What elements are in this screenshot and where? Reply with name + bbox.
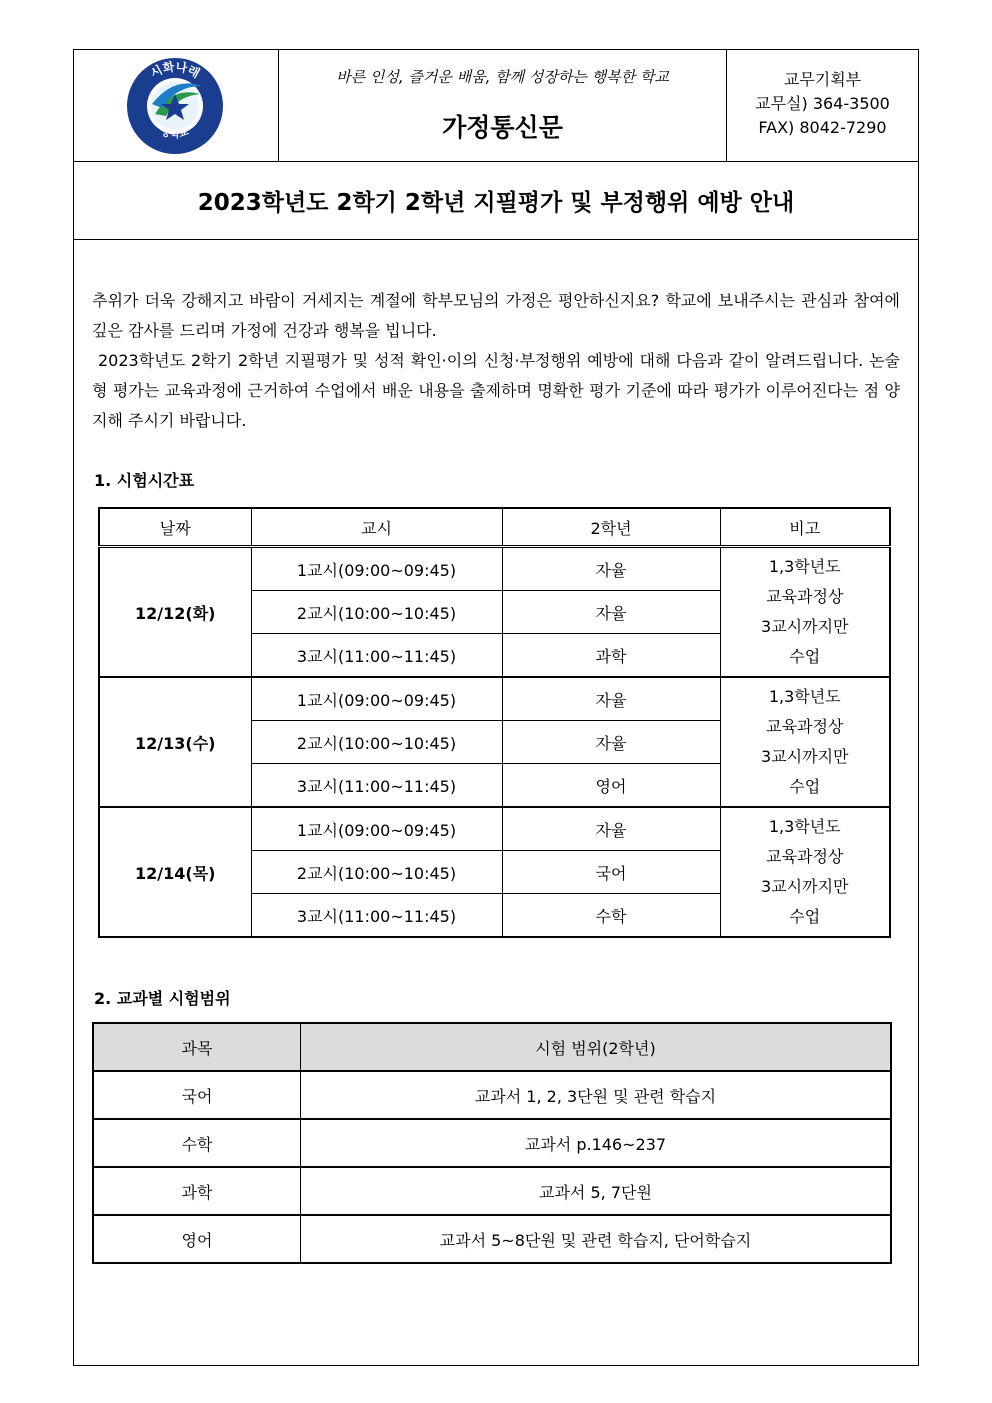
- subject-cell: 자율: [502, 591, 720, 634]
- period-cell: 1교시(09:00~09:45): [251, 547, 502, 591]
- subject-cell: 자율: [502, 547, 720, 591]
- exam-date: 12/13(수): [99, 677, 251, 807]
- logo-cell: [74, 50, 279, 161]
- note-line: 교육과정상: [766, 847, 844, 866]
- note-line: 3교시까지만: [761, 747, 849, 766]
- title-cell: [279, 50, 727, 161]
- period-cell: 2교시(10:00~10:45): [251, 721, 502, 764]
- table-row: [93, 1215, 891, 1263]
- department: 교무기획부: [783, 70, 862, 89]
- table-row: [93, 1071, 891, 1119]
- intro-paragraph-1: 추위가 더욱 강해지고 바람이 거세지는 계절에 학부모님의 가정은 평안하신지요? 학교에 보내주시는 관심과 참여에 깊은 감사를 드리며 가정에 건강과 행복을 빕니다.: [92, 291, 900, 340]
- subject-cell: 영어: [93, 1215, 300, 1263]
- note-line: 교육과정상: [766, 587, 844, 606]
- subject-cell: 국어: [93, 1071, 300, 1119]
- exam-timetable: [98, 507, 891, 938]
- document-frame: [73, 49, 919, 1366]
- school-logo: [122, 56, 228, 156]
- logo-text-bottom: 중학교: [159, 126, 191, 141]
- intro-text: [92, 286, 900, 436]
- section-1-title: 1. 시험시간표: [94, 471, 195, 490]
- school-motto: 바른 인성, 즐거운 배움, 함께 성장하는 행복한 학교: [336, 68, 669, 86]
- document-title: 2023학년도 2학기 2학년 지필평가 및 부정행위 예방 안내: [197, 190, 795, 216]
- period-cell: 3교시(11:00~11:45): [251, 894, 502, 938]
- note-line: 수업: [789, 907, 821, 926]
- exam-date: 12/14(목): [99, 807, 251, 937]
- subject-cell: 영어: [502, 764, 720, 808]
- table-row: [99, 807, 890, 851]
- note-line: 수업: [789, 647, 821, 666]
- logo-text-top: 시화나래: [147, 59, 203, 81]
- header-date: 날짜: [99, 508, 251, 547]
- table-row: [99, 677, 890, 721]
- period-cell: 2교시(10:00~10:45): [251, 851, 502, 894]
- range-cell: 교과서 5, 7단원: [300, 1167, 891, 1215]
- subject-cell: 국어: [502, 851, 720, 894]
- note-line: 3교시까지만: [761, 617, 849, 636]
- period-cell: 3교시(11:00~11:45): [251, 764, 502, 808]
- note-line: 수업: [789, 777, 821, 796]
- exam-date: 12/12(화): [99, 547, 251, 678]
- document-title-row: [74, 162, 918, 240]
- header-grade2: 2학년: [502, 508, 720, 547]
- section-2-title: 2. 교과별 시험범위: [94, 989, 231, 1008]
- header-subject: 과목: [93, 1023, 300, 1071]
- subject-cell: 수학: [502, 894, 720, 938]
- header: [74, 50, 918, 162]
- range-cell: 교과서 5~8단원 및 관련 학습지, 단어학습지: [300, 1215, 891, 1263]
- period-cell: 3교시(11:00~11:45): [251, 634, 502, 678]
- range-cell: 교과서 p.146~237: [300, 1119, 891, 1167]
- subject-cell: 자율: [502, 807, 720, 851]
- subject-cell: 과학: [93, 1167, 300, 1215]
- note-line: 3교시까지만: [761, 877, 849, 896]
- intro-paragraph-2: 2023학년도 2학기 2학년 지필평가 및 성적 확인·이의 신청·부정행위 예방에 대해 다음과 같이 알려드립니다. 논술형 평가는 교육과정에 근거하여 수업에서 배운 내용을 출제하며 명확한 평가 기준에 따라 평가가 이루어진다는 점 양지해 주시기 바랍니다.: [92, 351, 900, 430]
- table-row: [93, 1167, 891, 1215]
- note-cell: [720, 547, 890, 678]
- note-cell: [720, 677, 890, 807]
- header-range: 시험 범위(2학년): [300, 1023, 891, 1071]
- note-line: 교육과정상: [766, 717, 844, 736]
- subject-cell: 자율: [502, 677, 720, 721]
- range-cell: 교과서 1, 2, 3단원 및 관련 학습지: [300, 1071, 891, 1119]
- note-line: 1,3학년도: [768, 817, 841, 836]
- period-cell: 1교시(09:00~09:45): [251, 807, 502, 851]
- exam-range-table: [92, 1022, 892, 1264]
- period-cell: 1교시(09:00~09:45): [251, 677, 502, 721]
- note-line: 1,3학년도: [768, 557, 841, 576]
- note-cell: [720, 807, 890, 937]
- table-row: [99, 547, 890, 591]
- phone-number: 교무실) 364-3500: [755, 94, 890, 113]
- subject-cell: 자율: [502, 721, 720, 764]
- subject-cell: 과학: [502, 634, 720, 678]
- header-note: 비고: [720, 508, 890, 547]
- note-line: 1,3학년도: [768, 687, 841, 706]
- fax-number: FAX) 8042-7290: [758, 118, 887, 137]
- newsletter-title: 가정통신문: [442, 113, 563, 142]
- subject-cell: 수학: [93, 1119, 300, 1167]
- period-cell: 2교시(10:00~10:45): [251, 591, 502, 634]
- contact-cell: [727, 50, 918, 161]
- header-period: 교시: [251, 508, 502, 547]
- table-row: [93, 1119, 891, 1167]
